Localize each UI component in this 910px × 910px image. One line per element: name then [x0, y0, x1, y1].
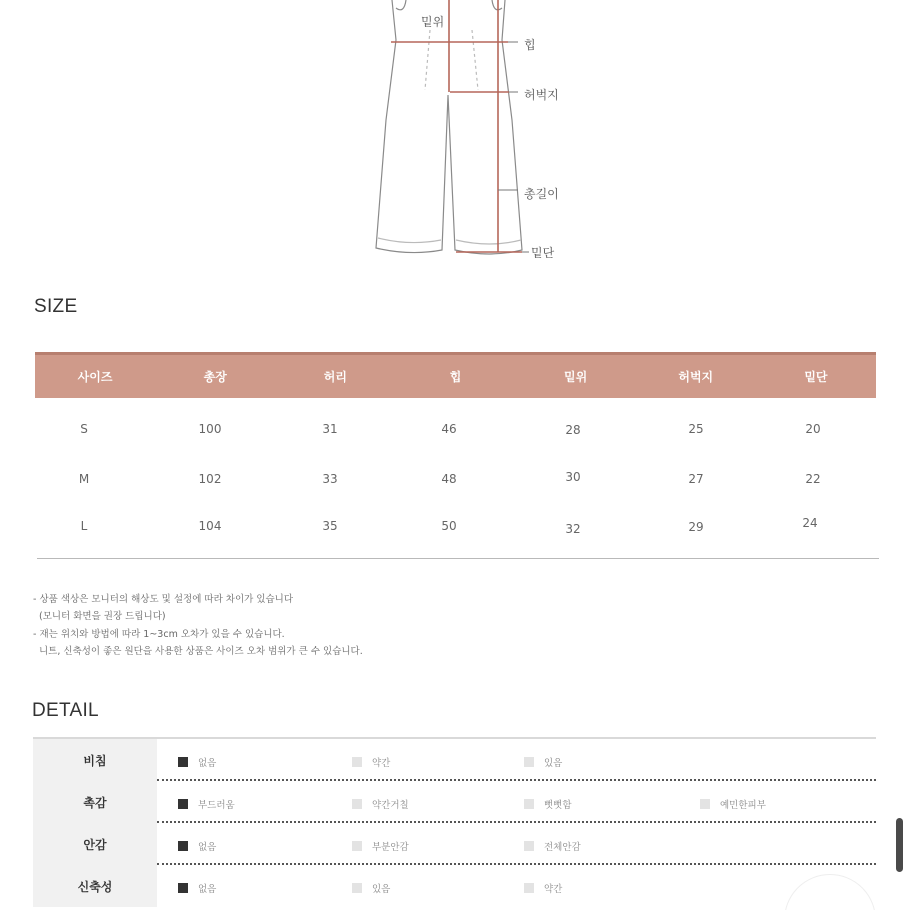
detail-row-label: 안감 [33, 823, 157, 865]
cell-hip: 46 [441, 422, 457, 436]
option-none[interactable] [178, 881, 216, 895]
size-table-bottom-rule [37, 558, 879, 559]
checkbox-checked-icon [178, 799, 188, 809]
detail-row-label: 신축성 [33, 865, 157, 907]
option-slightly-rough[interactable] [352, 797, 409, 811]
note-line: (모니터 화면을 권장 드립니다) [39, 611, 166, 623]
option-label: 예민한피부 [720, 800, 766, 811]
checkbox-unchecked-icon [352, 841, 362, 851]
note-line: - 재는 위치와 방법에 따라 1~3cm 오차가 있을 수 있습니다. [33, 628, 285, 640]
option-label: 없음 [198, 884, 217, 895]
option-label: 없음 [198, 758, 217, 769]
checkbox-unchecked-icon [700, 799, 710, 809]
header-waist: 허리 [323, 370, 347, 384]
cell-size: L [80, 519, 88, 533]
cell-rise: 30 [565, 470, 581, 484]
option-none[interactable] [178, 839, 216, 853]
option-label: 약간 [544, 884, 563, 895]
option-label: 있음 [544, 758, 563, 769]
size-table-header [35, 352, 876, 398]
option-stiff[interactable] [524, 797, 572, 811]
cell-rise: 32 [565, 522, 581, 536]
option-sensitive-skin[interactable] [700, 797, 766, 811]
detail-row-label: 촉감 [33, 781, 157, 823]
scrollbar-thumb[interactable] [896, 818, 903, 872]
option-yes[interactable] [352, 881, 390, 895]
cell-total-length: 102 [198, 472, 222, 486]
header-rise: 밑위 [564, 370, 588, 384]
detail-row-elasticity [33, 865, 876, 907]
length-label: 총길이 [524, 187, 559, 201]
option-label: 약간 [372, 758, 391, 769]
detail-table [33, 737, 876, 910]
option-label: 약간거칠 [372, 800, 409, 811]
cell-thigh: 27 [688, 472, 704, 486]
hem-label: 밑단 [531, 246, 555, 260]
pants-measurement-diagram [0, 0, 910, 270]
header-size: 사이즈 [77, 370, 113, 384]
checkbox-unchecked-icon [352, 799, 362, 809]
note-line: 니트, 신축성이 좋은 원단을 사용한 상품은 사이즈 오차 범위가 큰 수 있습니다. [39, 645, 363, 657]
option-soft[interactable] [178, 797, 235, 811]
note-line: - 상품 색상은 모니터의 해상도 및 설정에 따라 차이가 있습니다 [33, 594, 294, 605]
option-none[interactable] [178, 755, 216, 769]
table-row [35, 422, 876, 470]
header-thigh: 허벅지 [678, 370, 714, 384]
detail-row-lining [33, 823, 876, 865]
cell-hem: 20 [805, 422, 821, 436]
cell-size: S [80, 422, 88, 436]
header-hip: 힙 [449, 370, 462, 384]
option-slight[interactable] [524, 881, 562, 895]
option-full-lining[interactable] [524, 839, 581, 853]
rise-label: 밑위 [421, 15, 445, 29]
cell-total-length: 104 [198, 519, 222, 533]
checkbox-unchecked-icon [524, 883, 534, 893]
right-pocket-line [492, 0, 502, 10]
size-section-title: SIZE [34, 296, 78, 317]
thigh-label: 허벅지 [524, 88, 559, 102]
option-label: 뻣뻣함 [544, 800, 572, 811]
cell-hem: 22 [805, 472, 821, 486]
option-yes[interactable] [524, 755, 562, 769]
option-label: 전체안감 [544, 842, 581, 853]
detail-row-sheerness [33, 739, 876, 781]
cell-rise: 28 [565, 423, 581, 437]
cell-thigh: 25 [688, 422, 704, 436]
left-pocket-line [396, 0, 406, 10]
option-label: 없음 [198, 842, 217, 853]
cell-size: M [78, 472, 90, 486]
checkbox-unchecked-icon [352, 757, 362, 767]
cell-waist: 33 [322, 472, 338, 486]
cell-hip: 48 [441, 472, 457, 486]
option-label: 부분안감 [372, 842, 409, 853]
header-hem: 밑단 [804, 370, 828, 384]
header-total-length: 총장 [203, 370, 227, 384]
cell-hip: 50 [441, 519, 457, 533]
checkbox-unchecked-icon [524, 757, 534, 767]
checkbox-unchecked-icon [524, 799, 534, 809]
option-slight[interactable] [352, 755, 390, 769]
checkbox-checked-icon [178, 757, 188, 767]
table-row [35, 470, 876, 518]
cell-waist: 35 [322, 519, 338, 533]
cell-hem: 24 [802, 516, 818, 530]
pants-illustration [0, 0, 910, 270]
size-table [35, 352, 876, 566]
checkbox-unchecked-icon [524, 841, 534, 851]
detail-section-title: DETAIL [32, 700, 99, 721]
checkbox-unchecked-icon [352, 883, 362, 893]
detail-row-label: 비침 [33, 739, 157, 781]
size-notes [33, 591, 363, 660]
option-label: 있음 [372, 884, 391, 895]
checkbox-checked-icon [178, 841, 188, 851]
detail-row-texture [33, 781, 876, 823]
option-partial-lining[interactable] [352, 839, 409, 853]
cell-thigh: 29 [688, 520, 704, 534]
checkbox-checked-icon [178, 883, 188, 893]
option-label: 부드러움 [198, 800, 235, 811]
hip-label: 힙 [524, 38, 536, 52]
cell-waist: 31 [322, 422, 338, 436]
cell-total-length: 100 [198, 422, 222, 436]
